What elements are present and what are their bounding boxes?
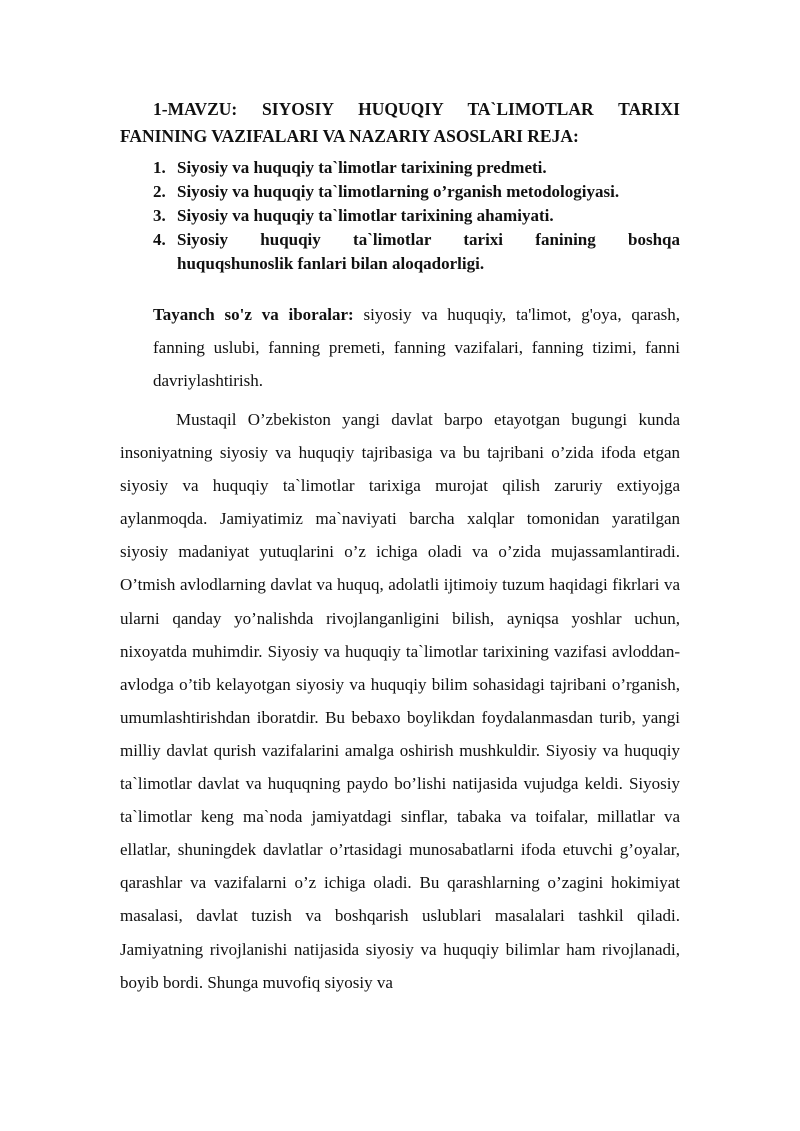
keywords-text: siyosiy va huquqiy, ta'limot, g'oya, qarash, fanning uslubi, fanning premeti, fanning vazifalari, fanning tizimi, fanni davriylashtirish. [153,305,680,390]
plan-item [153,156,680,180]
body-paragraph: Mustaqil O’zbekiston yangi davlat barpo etayotgan bugungi kunda insoniyatning siyosiy va huquqiy tajribasiga va bu tajribani o’zida ifoda etgan siyosiy va huquqiy ta`limotlar tarixiga murojat qilish zaruriy extiyojga aylanmoqda. Jamiyatimiz ma`naviyati barcha xalqlar tomonidan yaratilgan siyosiy madaniyat yutuqlarini o’z ichiga oladi va o’zida mujassamlantiradi. O’tmish avlodlarning davlat va huquq, adolatli ijtimoiy tuzum haqidagi fikrlari va ularni qanday yo’nalishda rivojlanganligini bilish, ayniqsa yoshlar uchun, nixoyatda muhimdir. Siyosiy va huquqiy ta`limotlar tarixining vazifasi avloddan-avlodga o’tib kelayotgan siyosiy va huquqiy bilim sohasidagi tajribani o’rganish, umumlashtirishdan iboratdir. Bu bebaxo boylikdan foydalanmasdan turib, yangi milliy davlat qurish vazifalarini amalga oshirish mushkuldir. Siyosiy va huquqiy ta`limotlar davlat va huquqning paydo bo’lishi natijasida vujudga keldi. Siyosiy ta`limotlar keng ma`noda jamiyatdagi sinflar, tabaka va toifalar, millatlar va ellatlar, shuningdek davlatlar o’rtasidagi munosabatlarni ifoda etuvchi g’oyalar, qarashlar va vazifalarni o’z ichiga oladi. Bu qarashlarning o’zagini hokimiyat masalasi, davlat tuzish va boshqarish uslublari masalalari tashkil qiladi. Jamiyatning rivojlanishi natijasida siyosiy va huquqiy bilimlar ham rivojlanadi, boyib bordi. Shunga muvofiq siyosiy va [120,410,680,992]
plan-item-text: Siyosiy va huquqiy ta`limotlar tarixining predmeti. [177,158,547,177]
document-title [120,96,680,150]
plan-item-text-line-2: huquqshunoslik fanlari bilan aloqadorligi. [177,254,485,273]
plan-item-text: Siyosiy va huquqiy ta`limotlarning o’rganish metodologiyasi. [177,182,620,201]
plan-item-text [177,228,680,276]
plan-item-number: 1. [153,158,166,177]
plan-item-text: Siyosiy va huquqiy ta`limotlar tarixining ahamiyati. [177,206,554,225]
title-line-1: 1-MAVZU: SIYOSIY HUQUQIY TA`LIMOTLAR TARIXI [153,99,680,119]
plan-item-number: 3. [153,206,166,225]
plan-item [153,204,680,228]
plan-list [120,156,680,276]
plan-item-number: 4. [153,230,166,249]
plan-item [153,228,680,276]
title-line-2: FANINING VAZIFALARI VA NAZARIY ASOSLARI REJA: [120,126,579,146]
keywords-label: Tayanch so'z va iboralar: [153,305,354,324]
document-page [120,96,680,999]
plan-item-number: 2. [153,182,166,201]
keywords-paragraph [153,298,680,397]
plan-item [153,180,680,204]
plan-item-text-line-1: Siyosiy huquqiy ta`limotlar tarixi fanining boshqa [177,230,680,249]
